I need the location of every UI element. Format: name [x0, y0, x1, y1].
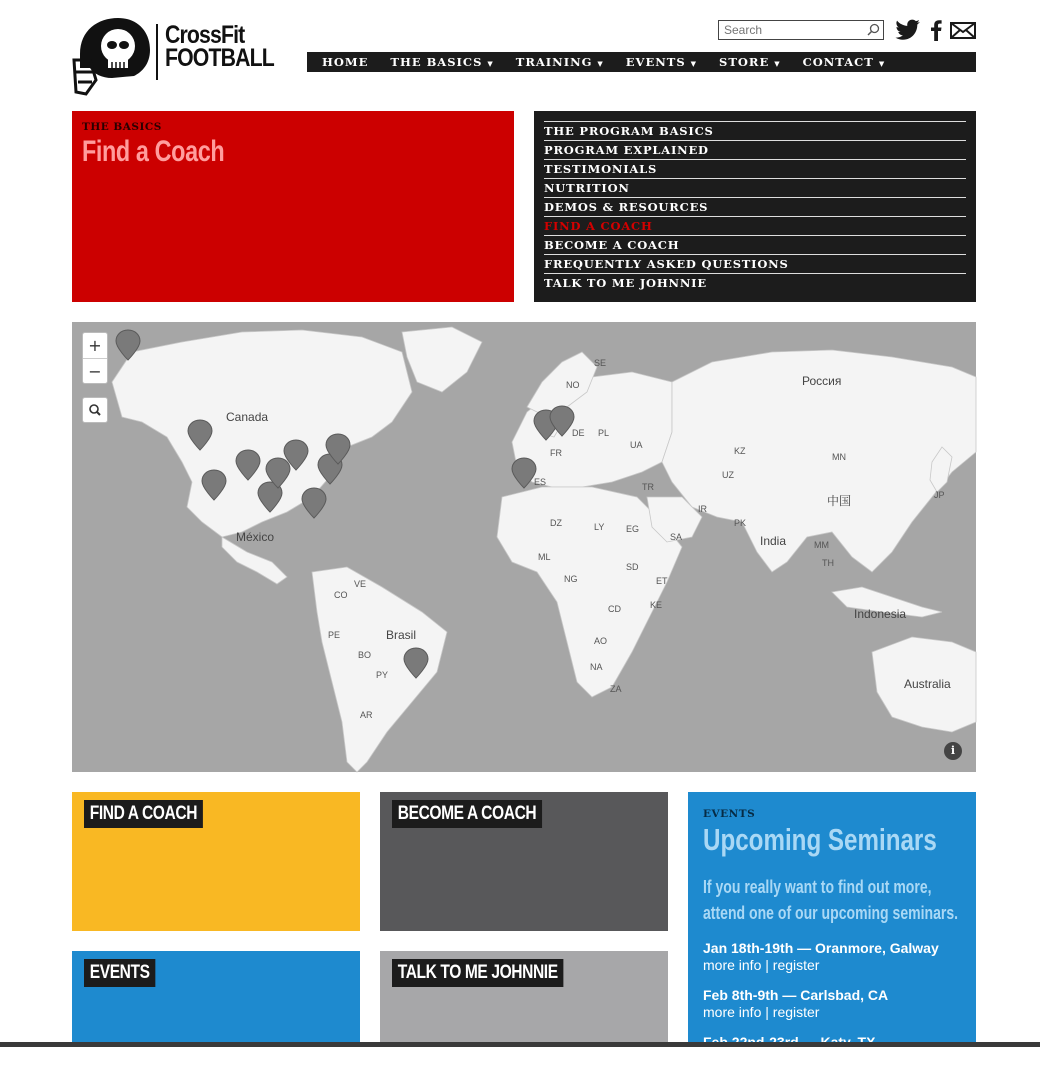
search-box [718, 20, 884, 40]
chevron-down-icon: ▼ [690, 58, 698, 68]
event-separator: | [765, 957, 769, 973]
event-item [703, 1034, 875, 1068]
submenu-item-talk-to-me-johnnie[interactable]: TALK TO ME JOHNNIE [544, 273, 966, 292]
map-label-ke: KE [650, 600, 663, 610]
map-label-eg: EG [626, 524, 640, 534]
map-label-ve: VE [354, 579, 367, 589]
search-icon [83, 398, 107, 422]
nav-contact[interactable] [803, 55, 886, 69]
map-label-co: CO [334, 590, 348, 600]
tile-find-a-coach[interactable] [72, 792, 360, 931]
map-label-russia: Россия [802, 374, 842, 388]
event-date: Jan 18th-19th — Oranmore, Galway [703, 940, 939, 956]
nav-contact-label: CONTACT [802, 55, 874, 69]
map-label-canada: Canada [226, 410, 269, 424]
nav-home-label: HOME [322, 55, 369, 69]
map-label-sd: SD [626, 562, 639, 572]
map-label-za: ZA [610, 684, 622, 694]
event-more-info-link[interactable]: more info [703, 1051, 762, 1067]
map-label-de: DE [572, 428, 585, 438]
tile-talk-to-me-johnnie[interactable] [380, 951, 668, 1047]
page-title: Find a Coach [82, 135, 225, 168]
map-label-ly: LY [594, 522, 605, 532]
map-label-ml: ML [538, 552, 551, 562]
logo-line-2: FOOTBALL [165, 44, 274, 72]
event-register-link[interactable]: register [772, 1051, 820, 1067]
map-label-ua: UA [630, 440, 643, 450]
event-item [703, 987, 888, 1021]
nav-training-label: TRAINING [515, 55, 593, 69]
hero-panel [72, 111, 514, 302]
map-label-sa: SA [670, 532, 683, 542]
search-input[interactable] [719, 21, 859, 39]
map-info-button[interactable]: i [944, 742, 962, 760]
map-label-mexico: México [236, 530, 275, 544]
events-title: Upcoming Seminars [703, 822, 937, 857]
nav-store[interactable] [719, 55, 781, 69]
helmet-skull-icon [72, 16, 152, 96]
map-label-kz: KZ [734, 446, 746, 456]
events-kicker: EVENTS [703, 808, 756, 820]
upcoming-seminars-panel [688, 792, 976, 1067]
tile-events-label: EVENTS [84, 959, 155, 987]
tile-events[interactable] [72, 951, 360, 1047]
nav-events-label: EVENTS [625, 55, 686, 69]
nav-training[interactable] [516, 55, 604, 69]
map-label-na: NA [590, 662, 603, 672]
zoom-in-button[interactable]: + [88, 336, 102, 355]
map-label-et: ET [656, 576, 668, 586]
hero-kicker: THE BASICS [82, 121, 162, 133]
submenu-item-program-explained[interactable]: PROGRAM EXPLAINED [544, 140, 966, 159]
logo-divider [156, 24, 158, 80]
submenu-item-find-a-coach[interactable]: FIND A COACH [544, 216, 966, 235]
logo-wordmark [165, 21, 274, 72]
map-label-brasil: Brasil [386, 628, 417, 642]
facebook-icon[interactable] [930, 19, 942, 41]
main-nav [307, 52, 976, 72]
search-icon[interactable] [867, 23, 880, 36]
map-label-se: SE [594, 358, 607, 368]
map-label-ir: IR [698, 504, 707, 514]
tile-find-a-coach-label: FIND A COACH [84, 800, 203, 828]
map-label-china: 中国 [827, 494, 852, 508]
map-label-indonesia: Indonesia [854, 607, 907, 621]
tile-become-a-coach-label: BECOME A COACH [392, 800, 542, 828]
map-label-uz: UZ [722, 470, 734, 480]
email-icon[interactable] [950, 22, 976, 39]
map-label-ng: NG [564, 574, 578, 584]
submenu-item-testimonials[interactable]: TESTIMONIALS [544, 159, 966, 178]
submenu-item-nutrition[interactable]: NUTRITION [544, 178, 966, 197]
map-label-es: ES [534, 477, 547, 487]
map-label-pe: PE [328, 630, 341, 640]
site-logo[interactable] [72, 16, 274, 96]
event-date: Feb 8th-9th — Carlsbad, CA [703, 987, 889, 1003]
event-separator: | [765, 1051, 769, 1067]
map-label-bo: BO [358, 650, 372, 660]
chevron-down-icon: ▼ [487, 58, 494, 68]
map-label-th: TH [822, 558, 834, 568]
tile-become-a-coach[interactable] [380, 792, 668, 931]
map-label-dz: DZ [550, 518, 562, 528]
map-label-india: India [760, 534, 787, 548]
section-submenu [534, 111, 976, 302]
nav-home[interactable] [322, 55, 368, 69]
event-more-info-link[interactable]: more info [703, 1004, 762, 1020]
chevron-down-icon: ▼ [774, 58, 781, 68]
submenu-item-demos-resources[interactable]: DEMOS & RESOURCES [544, 197, 966, 216]
twitter-icon[interactable] [896, 19, 920, 41]
event-register-link[interactable]: register [772, 1004, 820, 1020]
map-label-pl: PL [598, 428, 610, 438]
map-search-button[interactable] [82, 397, 108, 423]
zoom-control [82, 332, 108, 384]
map-label-fr: FR [550, 448, 562, 458]
submenu-item-become-a-coach[interactable]: BECOME A COACH [544, 235, 966, 254]
map-label-australia: Australia [904, 677, 951, 691]
chevron-down-icon: ▼ [597, 58, 604, 68]
event-separator: | [765, 1004, 769, 1020]
logo-line-1: CrossFit [165, 21, 245, 49]
nav-store-label: STORE [719, 55, 770, 69]
map-label-ao: AO [594, 636, 608, 646]
chevron-down-icon: ▼ [878, 58, 886, 68]
map-label-pk: PK [734, 518, 747, 528]
nav-the-basics[interactable] [390, 55, 493, 69]
submenu-item-program-basics[interactable]: THE PROGRAM BASICS [544, 121, 966, 140]
event-item [703, 940, 939, 974]
map-label-mn: MN [832, 452, 846, 462]
world-map[interactable] [72, 322, 976, 772]
bottom-bar [0, 1042, 1040, 1047]
events-intro: If you really want to find out more, attend one of our upcoming seminars. [703, 877, 959, 923]
map-label-jp: JP [934, 490, 945, 500]
event-more-info-link[interactable]: more info [703, 957, 762, 973]
map-label-ar: AR [360, 710, 373, 720]
map-label-mm: MM [814, 540, 829, 550]
event-register-link[interactable]: register [772, 957, 820, 973]
nav-the-basics-label: THE BASICS [390, 55, 483, 69]
map-label-cd: CD [608, 604, 621, 614]
coach-map[interactable] [72, 322, 976, 772]
submenu-item-faq[interactable]: FREQUENTLY ASKED QUESTIONS [544, 254, 966, 273]
nav-events[interactable] [626, 55, 697, 69]
map-label-py: PY [376, 670, 389, 680]
map-label-tr: TR [642, 482, 654, 492]
zoom-out-button[interactable]: − [83, 358, 107, 383]
map-label-no: NO [566, 380, 580, 390]
tile-talk-label: TALK TO ME JOHNNIE [392, 959, 563, 987]
